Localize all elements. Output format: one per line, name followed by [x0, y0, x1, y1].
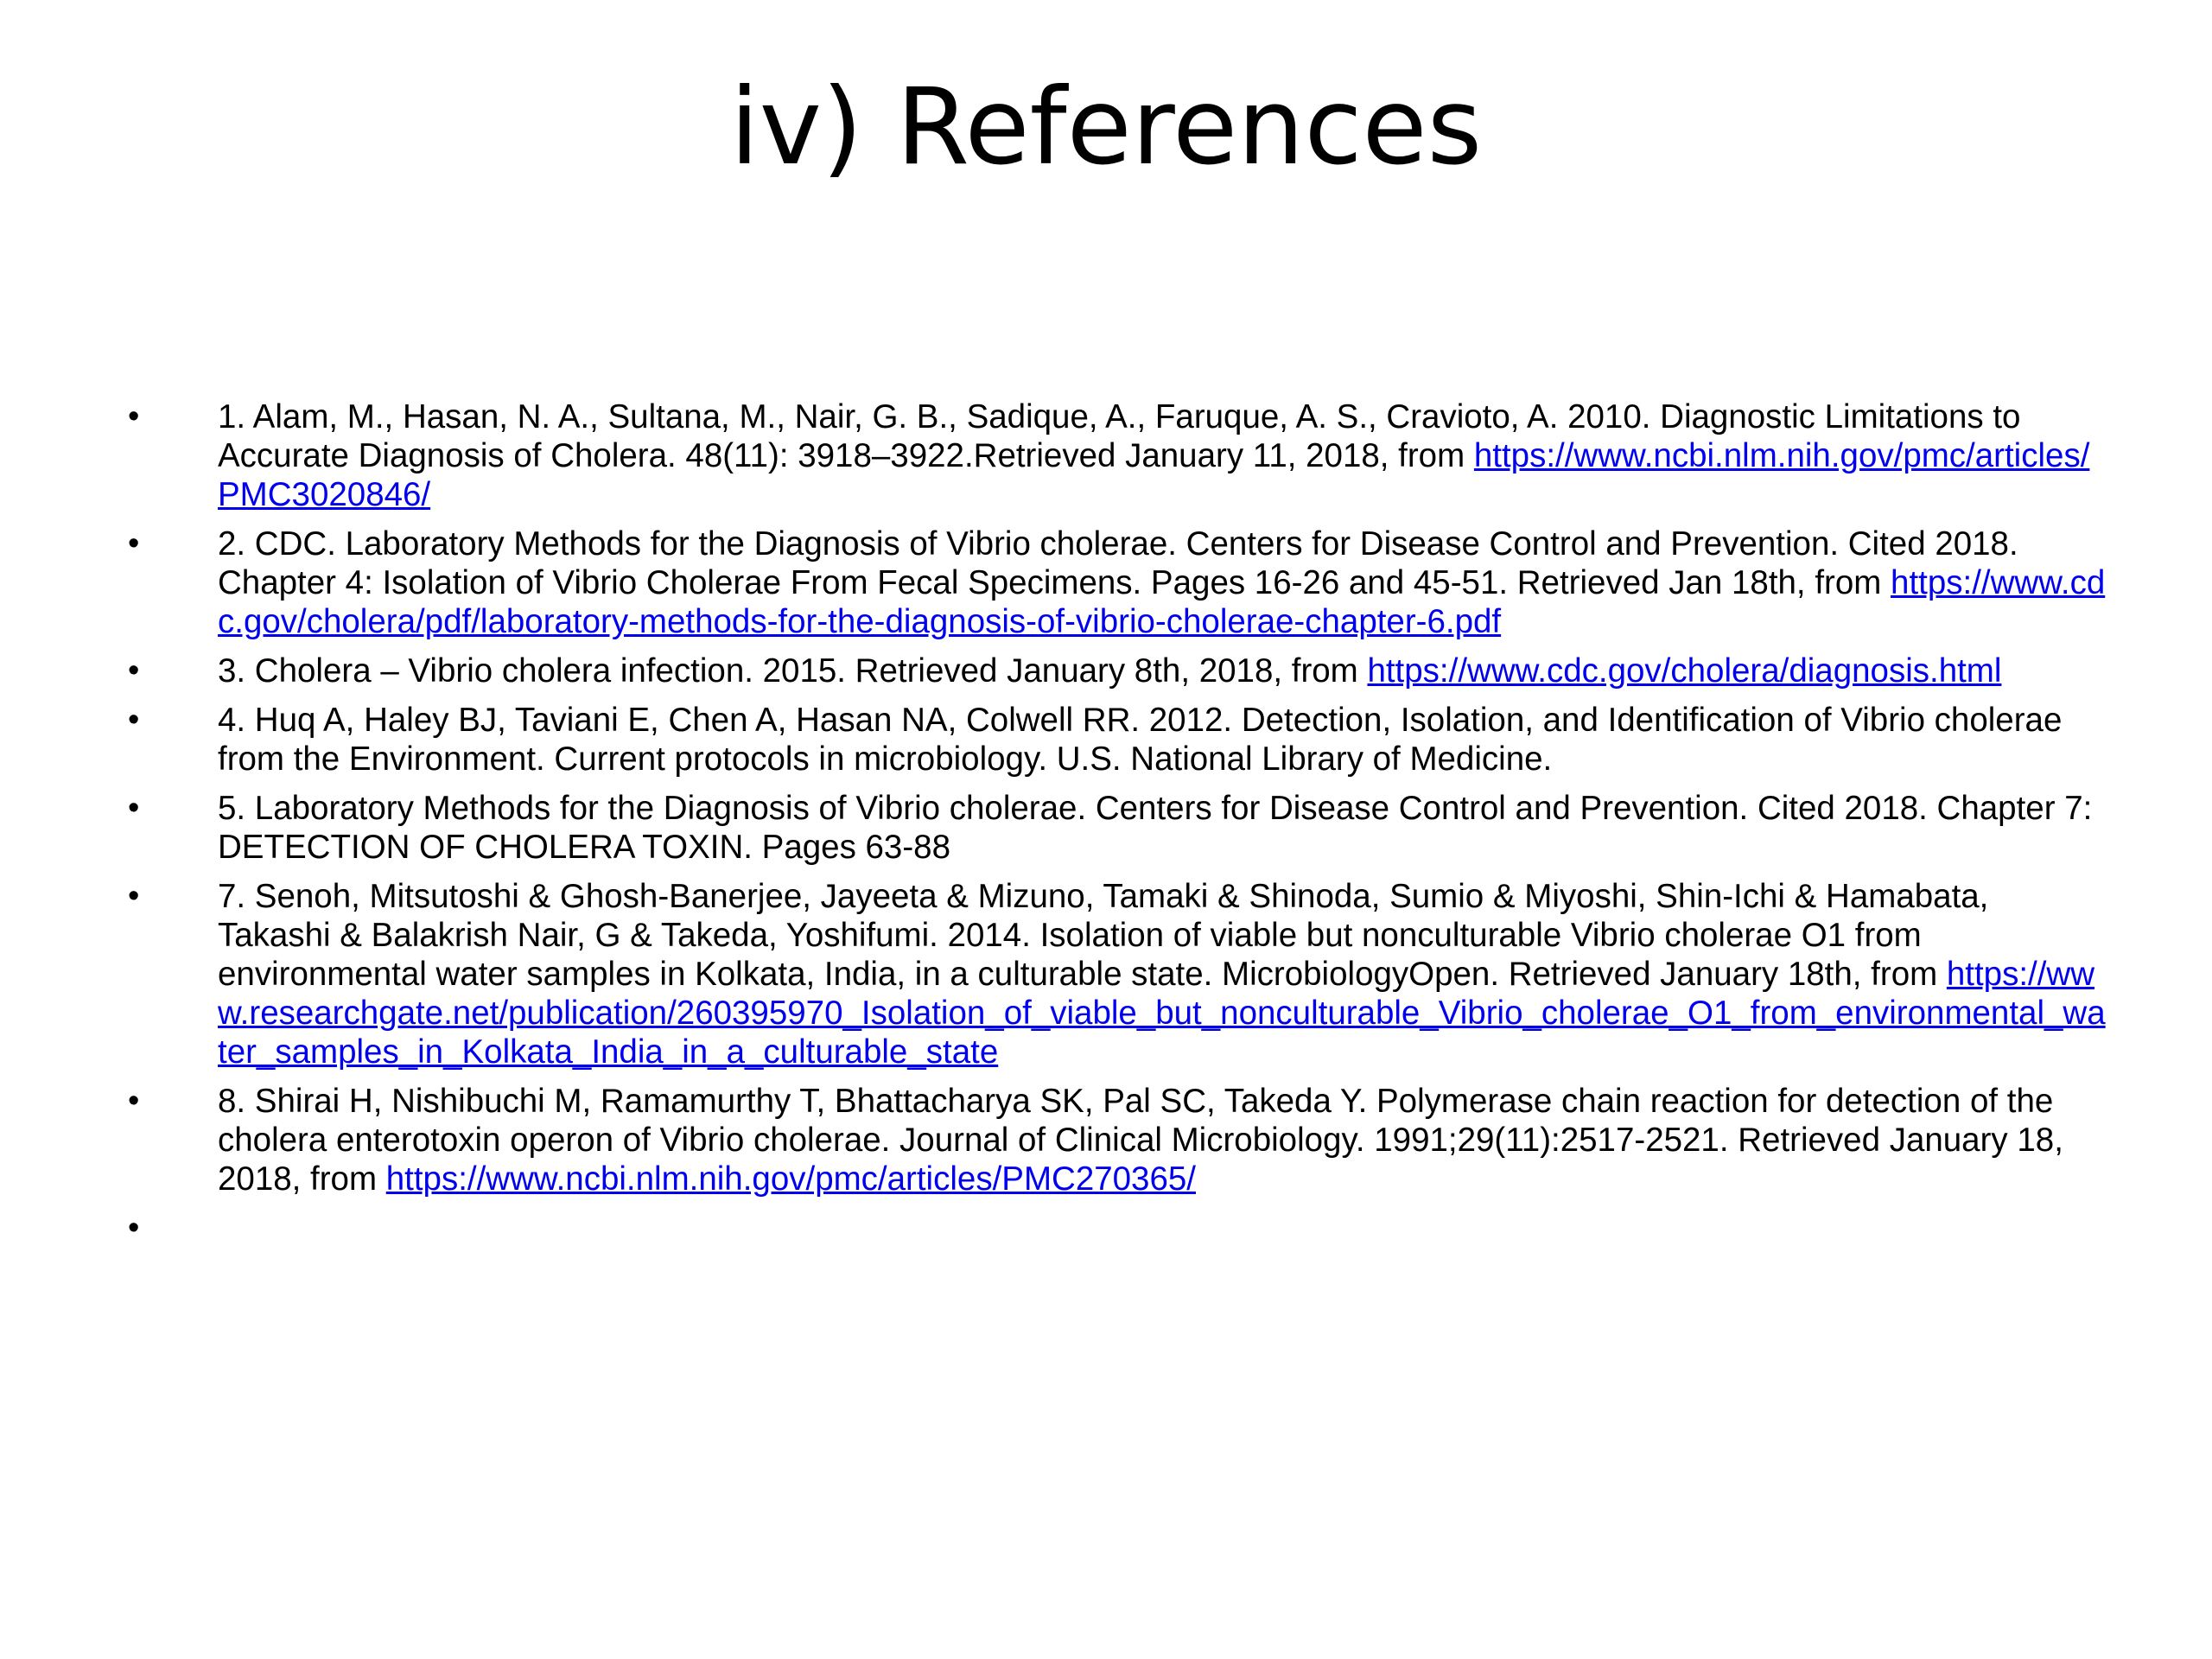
bullet-icon: • [128, 790, 140, 826]
reference-text: 2. CDC. Laboratory Methods for the Diagnosis of Vibrio cholerae. Centers for Disease Control and Prevention. Cited 2018. Chapter 4: Isolation of Vibrio Cholerae From Fecal Specimens. Pages 16-26 and 45-51. Retrieved Jan 18th, from [218, 525, 2018, 601]
bullet-icon: • [128, 702, 140, 738]
reference-text: 5. Laboratory Methods for the Diagnosis of Vibrio cholerae. Centers for Disease Control and Prevention. Cited 2018. Chapter 7: DETECTION OF CHOLERA TOXIN. Pages 63-88 [218, 790, 2093, 866]
reference-link[interactable]: https://www.ncbi.nlm.nih.gov/pmc/articles/PMC3020846/ [218, 437, 2090, 513]
reference-item [128, 1082, 2107, 1198]
reference-link[interactable]: https://www.ncbi.nlm.nih.gov/pmc/articles/PMC270365/ [385, 1160, 1196, 1198]
bullet-icon: • [128, 1083, 140, 1119]
bullet-icon: • [128, 525, 140, 562]
bullet-icon: • [128, 652, 140, 689]
reference-item [128, 524, 2107, 641]
bullet-icon: • [128, 1210, 140, 1246]
reference-link[interactable]: https://www.researchgate.net/publication/260395970_Isolation_of_viable_but_nonculturable_Vibrio_cholerae_O1_from_environmental_water_samples_in_Kolkata_India_in_a_culturable_state [218, 956, 2106, 1071]
reference-text: 7. Senoh, Mitsutoshi & Ghosh-Banerjee, Jayeeta & Mizuno, Tamaki & Shinoda, Sumio & Miyoshi, Shin-Ichi & Hamabata, Takashi & Balakrish Nair, G & Takeda, Yoshifumi. 2014. Isolation of viable but nonculturable Vibrio cholerae O1 from environmental water samples in Kolkata, India, in a culturable state. MicrobiologyOpen. Retrieved January 18th, from [218, 878, 1989, 993]
reference-item [128, 877, 2107, 1071]
reference-text: 3. Cholera – Vibrio cholera infection. 2015. Retrieved January 8th, 2018, from [218, 652, 1368, 690]
reference-list [128, 397, 2107, 1246]
reference-item [128, 397, 2107, 514]
reference-text: 4. Huq A, Haley BJ, Taviani E, Chen A, Hasan NA, Colwell RR. 2012. Detection, Isolation, and Identification of Vibrio cholerae from the Environment. Current protocols in microbiology. U.S. National Library of Medicine. [218, 702, 2063, 778]
reference-text: 1. Alam, M., Hasan, N. A., Sultana, M., Nair, G. B., Sadique, A., Faruque, A. S., Cravioto, A. 2010. Diagnostic Limitations to Accurate Diagnosis of Cholera. 48(11): 3918–3922.Retrieved January 11, 2018, from [218, 398, 2021, 474]
slide-title: iv) References [729, 66, 1483, 188]
reference-item [128, 789, 2107, 867]
reference-item [128, 652, 2107, 690]
bullet-icon: • [128, 878, 140, 914]
reference-link[interactable]: https://www.cdc.gov/cholera/pdf/laboratory-methods-for-the-diagnosis-of-vibrio-cholerae-chapter-6.pdf [218, 564, 2106, 640]
bullet-icon: • [128, 398, 140, 435]
reference-text: 8. Shirai H, Nishibuchi M, Ramamurthy T, Bhattacharya SK, Pal SC, Takeda Y. Polymerase chain reaction for detection of the cholera enterotoxin operon of Vibrio cholerae. Journal of Clinical Microbiology. 1991;29(11):2517-2521. Retrieved January 18, 2018, from [218, 1083, 2063, 1198]
reference-link[interactable]: https://www.cdc.gov/cholera/diagnosis.html [1367, 652, 2002, 690]
reference-item [128, 701, 2107, 779]
